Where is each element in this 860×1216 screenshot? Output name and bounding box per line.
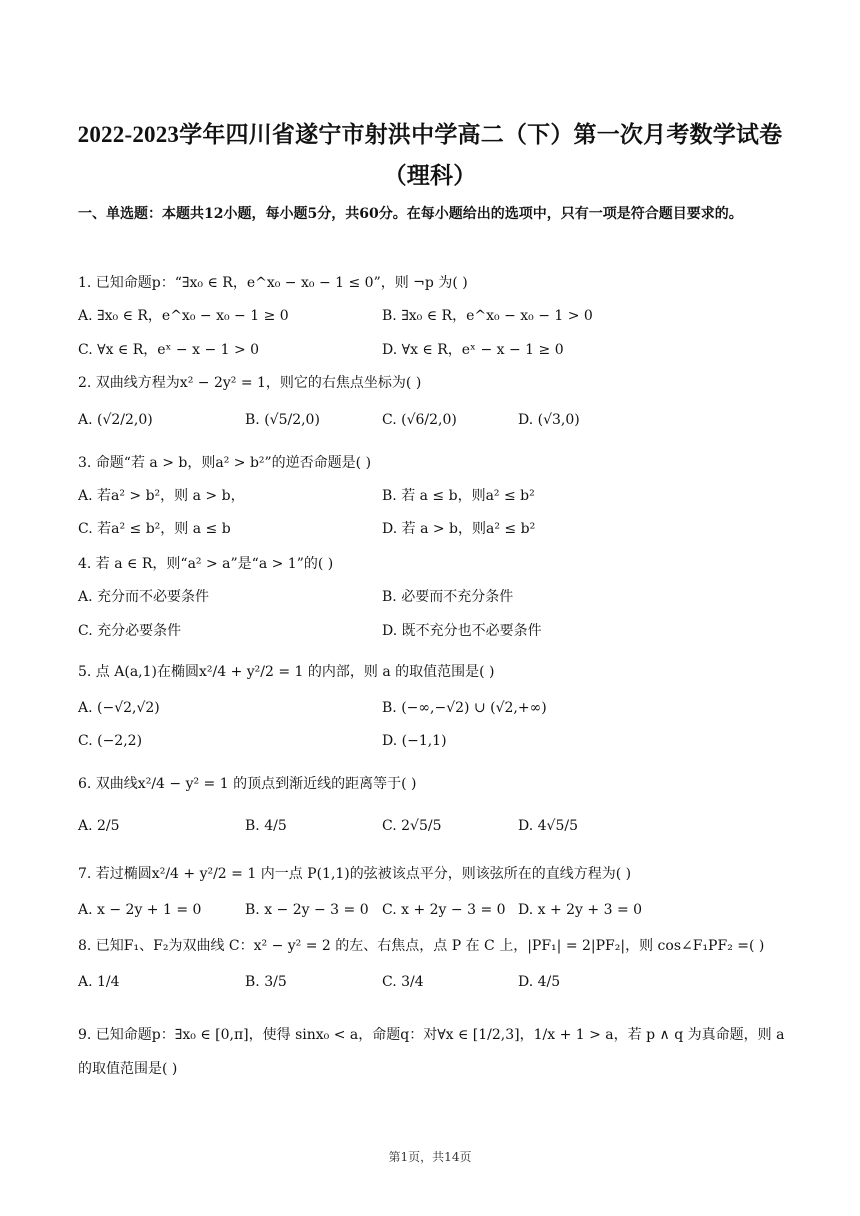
q4-option-a: A. 充分而不必要条件 <box>78 589 210 605</box>
q4-option-d: D. 既不充分也不必要条件 <box>382 623 542 639</box>
q3-option-d: D. 若 a > b，则a² ≤ b² <box>382 521 536 537</box>
q2-option-c: C. (√6/2,0) <box>382 412 457 428</box>
q8-option-a: A. 1/4 <box>78 974 120 990</box>
q2-option-a: A. (√2/2,0) <box>78 412 153 428</box>
q2-option-d: D. (√3,0) <box>518 412 580 428</box>
section-heading: 一、单选题：本题共12小题，每小题5分，共60分。在每小题给出的选项中，只有一项是符合题目要求的。 <box>78 206 743 222</box>
question-6: 6. 双曲线x²/4 − y² = 1 的顶点到渐近线的距离等于( ) <box>78 776 417 792</box>
q2-option-b: B. (√5/2,0) <box>245 412 320 428</box>
q6-option-d: D. 4√5/5 <box>518 818 578 834</box>
question-7: 7. 若过椭圆x²/4 + y²/2 = 1 内一点 P(1,1)的弦被该点平分，则该弦所在的直线方程为( ) <box>78 866 632 882</box>
q8-option-b: B. 3/5 <box>245 974 287 990</box>
q4-option-b: B. 必要而不充分条件 <box>382 589 514 605</box>
exam-title-line2: （理科） <box>383 163 477 188</box>
q7-option-c: C. x + 2y − 3 = 0 <box>382 902 506 918</box>
question-9: 9. 已知命题p：∃x₀ ∈ [0,π]，使得 sinx₀ < a，命题q：对∀x ∈ [1/2,3]，1/x + 1 > a，若 p ∧ q 为真命题，则 a <box>78 1027 785 1043</box>
q6-option-a: A. 2/5 <box>78 818 120 834</box>
question-1: 1. 已知命题p：“∃x₀ ∈ R，e^x₀ − x₀ − 1 ≤ 0”，则 ¬p 为( ) <box>78 275 468 291</box>
q5-option-d: D. (−1,1) <box>382 733 447 749</box>
q1-option-c: C. ∀x ∈ R，eˣ − x − 1 > 0 <box>78 342 260 358</box>
q5-option-b: B. (−∞,−√2) ∪ (√2,+∞) <box>382 700 547 716</box>
q8-option-d: D. 4/5 <box>518 974 561 990</box>
q7-option-d: D. x + 2y + 3 = 0 <box>518 902 643 918</box>
q5-option-a: A. (−√2,√2) <box>78 700 160 716</box>
q3-option-c: C. 若a² ≤ b²，则 a ≤ b <box>78 521 231 537</box>
q1-option-d: D. ∀x ∈ R，eˣ − x − 1 ≥ 0 <box>382 342 564 358</box>
q8-option-c: C. 3/4 <box>382 974 424 990</box>
question-9-continued: 的取值范围是( ) <box>78 1061 178 1077</box>
q5-option-c: C. (−2,2) <box>78 733 143 749</box>
q1-option-a: A. ∃x₀ ∈ R，e^x₀ − x₀ − 1 ≥ 0 <box>78 308 289 324</box>
question-4: 4. 若 a ∈ R，则“a² > a”是“a > 1”的( ) <box>78 556 334 572</box>
q3-option-b: B. 若 a ≤ b，则a² ≤ b² <box>382 488 535 504</box>
q6-option-c: C. 2√5/5 <box>382 818 442 834</box>
question-8: 8. 已知F₁、F₂为双曲线 C：x² − y² = 2 的左、右焦点，点 P 在 C 上，|PF₁| = 2|PF₂|，则 cos∠F₁PF₂ =( ) <box>78 938 765 954</box>
question-2: 2. 双曲线方程为x² − 2y² = 1，则它的右焦点坐标为( ) <box>78 375 422 391</box>
question-5: 5. 点 A(a,1)在椭圆x²/4 + y²/2 = 1 的内部，则 a 的取值范围是( ) <box>78 664 495 680</box>
exam-title-line1: 2022-2023学年四川省遂宁市射洪中学高二（下）第一次月考数学试卷 <box>77 122 783 147</box>
question-3: 3. 命题“若 a > b，则a² > b²”的逆否命题是( ) <box>78 455 372 471</box>
page-footer: 第1页，共14页 <box>388 1150 472 1164</box>
q1-option-b: B. ∃x₀ ∈ R，e^x₀ − x₀ − 1 > 0 <box>382 308 593 324</box>
q3-option-a: A. 若a² > b²，则 a > b， <box>78 488 245 504</box>
q7-option-a: A. x − 2y + 1 = 0 <box>78 902 202 918</box>
q7-option-b: B. x − 2y − 3 = 0 <box>245 902 369 918</box>
q4-option-c: C. 充分必要条件 <box>78 623 182 639</box>
q6-option-b: B. 4/5 <box>245 818 287 834</box>
